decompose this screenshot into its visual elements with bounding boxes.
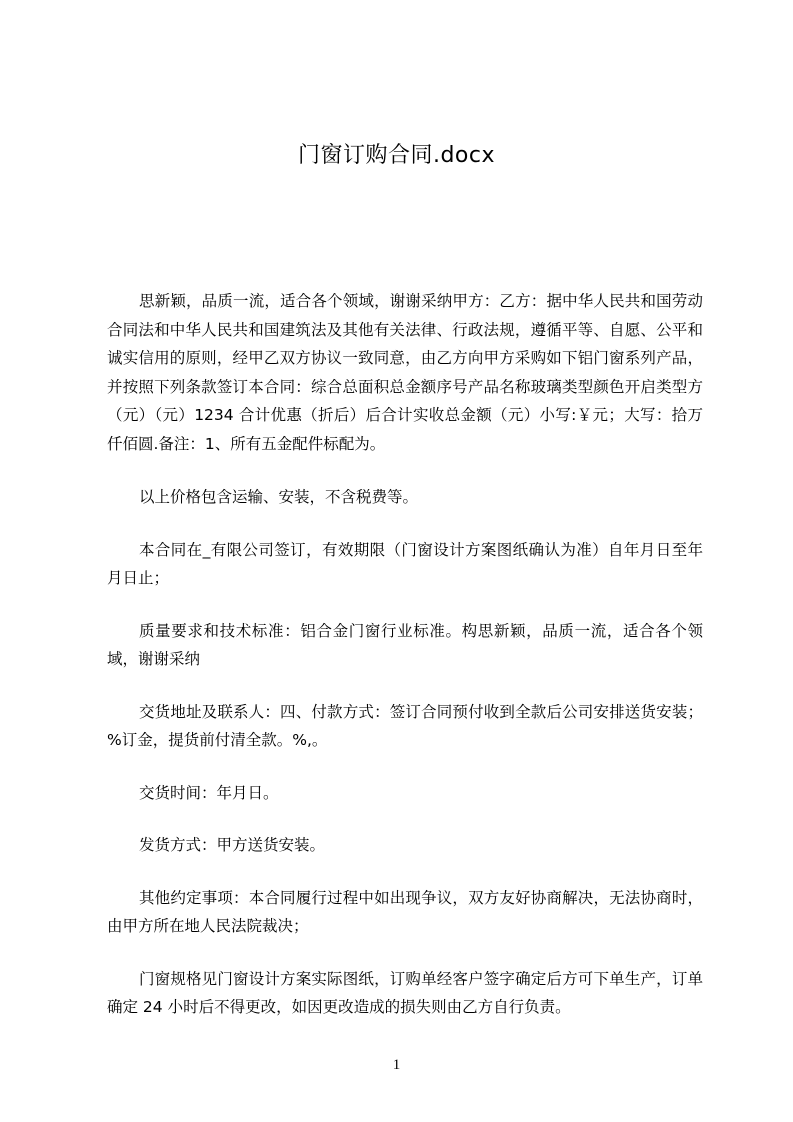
document-body: [107, 287, 703, 1046]
paragraph-delivery-payment: 交货地址及联系人：四、付款方式：签订合同预付收到全款后公司安排送货安装；%订金，提货前付清全款。%,。: [107, 702, 703, 749]
paragraph-specifications: 门窗规格见门窗设计方案实际图纸，订购单经客户签字确定后方可下单生产，订单确定 24 小时后不得更改，如因更改造成的损失则由乙方自行负责。: [107, 969, 703, 1016]
page-number: 1: [392, 1057, 401, 1073]
paragraph-delivery-time: 交货时间：年月日。: [139, 783, 279, 802]
paragraph-quality-standard: 质量要求和技术标准：铝合金门窗行业标准。构思新颖，品质一流，适合各个领域，谢谢采纳: [107, 621, 703, 668]
paragraph-validity: 本合同在_有限公司签订，有效期限（门窗设计方案图纸确认为准）自年月日至年月日止；: [107, 540, 703, 587]
paragraph-price-note: 以上价格包含运输、安装，不含税费等。: [139, 488, 419, 506]
paragraph-other-terms: 其他约定事项：本合同履行过程中如出现争议，双方友好协商解决，无法协商时，由甲方所在地人民法院裁决；: [107, 888, 703, 935]
document-title: 门窗订购合同.docx: [297, 143, 496, 168]
paragraph-contract-intro: 思新颖，品质一流，适合各个领域，谢谢采纳甲方：乙方：据中华人民共和国劳动合同法和中华人民共和国建筑法及其他有关法律、行政法规，遵循平等、自愿、公平和诚实信用的原则，经甲乙双方协议一致同意，由乙方向甲方采购如下铝门窗系列产品，并按照下列条款签订本合同：综合总面积总金额序号产品名称玻璃类型颜色开启类型方（元）（元）1234 合计优惠（折后）后合计实收总金额（元）小写:￥元；大写：拾万仟佰圆.备注：1、所有五金配件标配为。: [107, 292, 703, 453]
paragraph-shipping-method: 发货方式：甲方送货安装。: [139, 836, 326, 854]
